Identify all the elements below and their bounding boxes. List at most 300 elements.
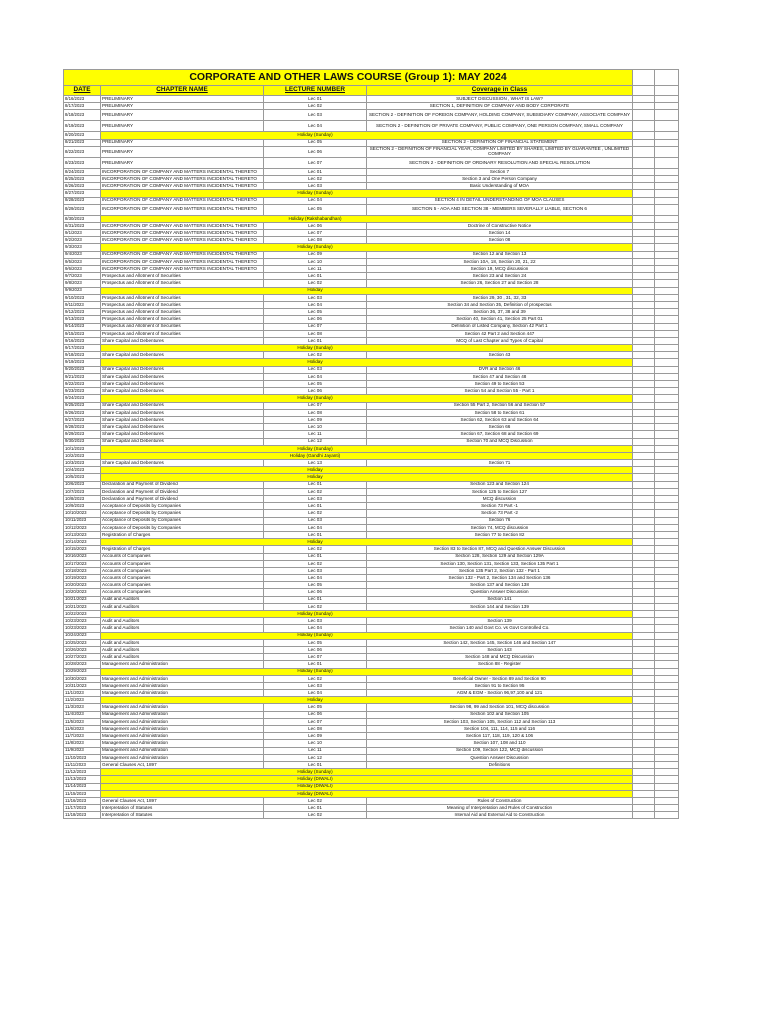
table-row bbox=[64, 682, 679, 689]
chapter-cell: INCORPORATION OF COMPANY AND MATTERS INCIDENTAL THERETO bbox=[101, 237, 264, 244]
empty-cell bbox=[655, 294, 679, 301]
empty-cell bbox=[633, 790, 655, 797]
date-cell: 8/22/2023 bbox=[64, 146, 101, 157]
empty-cell bbox=[633, 769, 655, 776]
empty-cell bbox=[633, 596, 655, 603]
coverage-cell: Section 12 and Section 13 bbox=[367, 251, 633, 258]
lecture-cell: Lec 05 bbox=[264, 139, 367, 146]
chapter-cell: Audit and Auditors bbox=[101, 646, 264, 653]
empty-cell bbox=[633, 711, 655, 718]
chapter-cell: Management and Administration bbox=[101, 661, 264, 668]
table-row bbox=[64, 373, 679, 380]
table-row bbox=[64, 352, 679, 359]
empty-cell bbox=[655, 183, 679, 190]
chapter-cell: Share Capital and Debentures bbox=[101, 366, 264, 373]
date-cell: 11/15/2023 bbox=[64, 790, 101, 797]
lecture-cell: Lec 04 bbox=[264, 301, 367, 308]
empty-cell bbox=[101, 611, 264, 618]
empty-cell bbox=[633, 488, 655, 495]
coverage-cell: Section 140 and Govt Co. vs Govt Controlled Co. bbox=[367, 625, 633, 632]
empty-cell bbox=[633, 121, 655, 132]
date-cell: 9/29/2023 bbox=[64, 431, 101, 438]
empty-cell bbox=[633, 812, 655, 819]
lecture-cell: Lec 03 bbox=[264, 517, 367, 524]
empty-cell bbox=[633, 697, 655, 704]
empty-cell bbox=[655, 388, 679, 395]
empty-cell bbox=[633, 733, 655, 740]
holiday-row bbox=[64, 769, 679, 776]
date-cell: 11/10/2023 bbox=[64, 754, 101, 761]
empty-cell bbox=[655, 301, 679, 308]
title-row bbox=[64, 70, 679, 86]
empty-cell bbox=[655, 632, 679, 639]
empty-cell bbox=[101, 244, 264, 251]
date-cell: 9/17/2023 bbox=[64, 345, 101, 352]
empty-cell bbox=[633, 611, 655, 618]
empty-cell bbox=[633, 409, 655, 416]
empty-cell bbox=[633, 330, 655, 337]
chapter-cell: Share Capital and Debentures bbox=[101, 381, 264, 388]
empty-cell bbox=[655, 682, 679, 689]
empty-cell bbox=[655, 438, 679, 445]
holiday-label: Holiday (Sunday) bbox=[264, 632, 367, 639]
empty-cell bbox=[633, 618, 655, 625]
empty-cell bbox=[633, 157, 655, 168]
empty-cell bbox=[655, 132, 679, 139]
lecture-cell: Lec 02 bbox=[264, 812, 367, 819]
lecture-cell: Lec 05 bbox=[264, 582, 367, 589]
empty-cell bbox=[633, 337, 655, 344]
empty-cell bbox=[367, 215, 633, 222]
empty-cell bbox=[367, 776, 633, 783]
chapter-cell: Management and Administration bbox=[101, 718, 264, 725]
date-cell: 10/15/2023 bbox=[64, 546, 101, 553]
lecture-cell: Lec 06 bbox=[264, 589, 367, 596]
empty-cell bbox=[633, 575, 655, 582]
lecture-cell: Lec 05 bbox=[264, 309, 367, 316]
empty-cell bbox=[655, 316, 679, 323]
chapter-cell: Audit and Auditors bbox=[101, 654, 264, 661]
empty-cell bbox=[655, 244, 679, 251]
lecture-cell: Lec 01 bbox=[264, 481, 367, 488]
date-cell: 9/2/2023 bbox=[64, 237, 101, 244]
lecture-cell: Lec 06 bbox=[264, 146, 367, 157]
coverage-cell: Section 73 Part -1 bbox=[367, 503, 633, 510]
coverage-cell: AGM & EGM - Section 96,97,100 and 121 bbox=[367, 690, 633, 697]
coverage-cell: SECTION 4 IN DETAIL UNDERSTANDING OF MOA CLAUSES bbox=[367, 197, 633, 204]
date-cell: 10/23/2023 bbox=[64, 618, 101, 625]
empty-cell bbox=[655, 704, 679, 711]
empty-cell bbox=[655, 416, 679, 423]
coverage-cell: Section 26, Section 27 and Section 28 bbox=[367, 280, 633, 287]
empty-cell bbox=[655, 761, 679, 768]
empty-cell bbox=[633, 70, 655, 86]
empty-cell bbox=[655, 460, 679, 467]
empty-cell bbox=[367, 697, 633, 704]
holiday-label: Holiday (Sunday) bbox=[264, 769, 367, 776]
chapter-cell: Management and Administration bbox=[101, 740, 264, 747]
empty-cell bbox=[633, 146, 655, 157]
chapter-cell: Share Capital and Debentures bbox=[101, 388, 264, 395]
empty-cell bbox=[655, 575, 679, 582]
lecture-cell: Lec 03 bbox=[264, 294, 367, 301]
coverage-cell: Section 76 bbox=[367, 517, 633, 524]
date-cell: 9/5/2023 bbox=[64, 258, 101, 265]
holiday-row bbox=[64, 132, 679, 139]
date-cell: 8/21/2023 bbox=[64, 139, 101, 146]
holiday-label: Holiday bbox=[264, 287, 367, 294]
lecture-cell: Lec 01 bbox=[264, 531, 367, 538]
table-row bbox=[64, 168, 679, 175]
date-cell: 10/20/2023 bbox=[64, 582, 101, 589]
lecture-cell: Lec 04 bbox=[264, 575, 367, 582]
date-cell: 10/10/2023 bbox=[64, 510, 101, 517]
empty-cell bbox=[633, 452, 655, 459]
empty-cell bbox=[633, 517, 655, 524]
table-row bbox=[64, 402, 679, 409]
chapter-cell: Accounts of Companies bbox=[101, 567, 264, 574]
lecture-cell: Lec 02 bbox=[264, 488, 367, 495]
table-row bbox=[64, 139, 679, 146]
empty-cell bbox=[655, 567, 679, 574]
table-row bbox=[64, 381, 679, 388]
holiday-label: Holiday (DIWALI) bbox=[264, 790, 367, 797]
chapter-cell: PRELIMINARY bbox=[101, 146, 264, 157]
lecture-cell: Lec 13 bbox=[264, 460, 367, 467]
holiday-row bbox=[64, 190, 679, 197]
empty-cell bbox=[633, 175, 655, 182]
empty-cell bbox=[655, 287, 679, 294]
empty-cell bbox=[367, 611, 633, 618]
empty-cell bbox=[633, 668, 655, 675]
chapter-cell: PRELIMINARY bbox=[101, 96, 264, 103]
empty-cell bbox=[655, 668, 679, 675]
chapter-cell: Share Capital and Debentures bbox=[101, 460, 264, 467]
date-cell: 8/31/2023 bbox=[64, 222, 101, 229]
lecture-cell: Lec 03 bbox=[264, 183, 367, 190]
empty-cell bbox=[633, 323, 655, 330]
empty-cell bbox=[633, 460, 655, 467]
lecture-cell: Lec 07 bbox=[264, 718, 367, 725]
coverage-cell: Rules of Construction bbox=[367, 797, 633, 804]
empty-cell bbox=[633, 287, 655, 294]
lecture-cell: Lec 11 bbox=[264, 431, 367, 438]
date-cell: 11/13/2023 bbox=[64, 776, 101, 783]
date-cell: 10/18/2023 bbox=[64, 567, 101, 574]
date-cell: 11/14/2023 bbox=[64, 783, 101, 790]
lecture-cell: Lec 07 bbox=[264, 323, 367, 330]
empty-cell bbox=[633, 86, 655, 96]
date-cell: 9/14/2023 bbox=[64, 323, 101, 330]
table-row bbox=[64, 266, 679, 273]
lecture-cell: Lec 01 bbox=[264, 761, 367, 768]
coverage-cell: Section 102 and Section 105 bbox=[367, 711, 633, 718]
lecture-cell: Lec 12 bbox=[264, 754, 367, 761]
empty-cell bbox=[633, 431, 655, 438]
coverage-cell: Question Answer Discussion bbox=[367, 589, 633, 596]
empty-cell bbox=[633, 639, 655, 646]
lecture-cell: Lec 08 bbox=[264, 330, 367, 337]
empty-cell bbox=[633, 273, 655, 280]
lecture-cell: Lec 01 bbox=[264, 96, 367, 103]
empty-cell bbox=[101, 287, 264, 294]
empty-cell bbox=[655, 237, 679, 244]
date-cell: 9/13/2023 bbox=[64, 316, 101, 323]
empty-cell bbox=[101, 190, 264, 197]
empty-cell bbox=[655, 395, 679, 402]
date-cell: 9/21/2023 bbox=[64, 373, 101, 380]
date-cell: 8/27/2023 bbox=[64, 190, 101, 197]
date-cell: 10/1/2023 bbox=[64, 445, 101, 452]
empty-cell bbox=[655, 86, 679, 96]
empty-cell bbox=[633, 139, 655, 146]
coverage-cell: DVR and Section 46 bbox=[367, 366, 633, 373]
header-row bbox=[64, 86, 679, 96]
date-cell: 10/14/2023 bbox=[64, 539, 101, 546]
empty-cell bbox=[633, 531, 655, 538]
empty-cell bbox=[655, 503, 679, 510]
header-coverage: Coverage in Class bbox=[367, 86, 633, 96]
coverage-cell: Section 77 to Section 82 bbox=[367, 531, 633, 538]
table-row bbox=[64, 251, 679, 258]
chapter-cell: Audit and Auditors bbox=[101, 639, 264, 646]
lecture-cell: Lec 04 bbox=[264, 625, 367, 632]
lecture-cell: Lec 10 bbox=[264, 740, 367, 747]
table-row bbox=[64, 388, 679, 395]
coverage-cell: Section 135 Part 2, Section 132 - Part 1 bbox=[367, 567, 633, 574]
date-cell: 8/25/2023 bbox=[64, 175, 101, 182]
table-row bbox=[64, 96, 679, 103]
date-cell: 10/7/2023 bbox=[64, 488, 101, 495]
lecture-cell: Lec 07 bbox=[264, 654, 367, 661]
chapter-cell: PRELIMINARY bbox=[101, 110, 264, 121]
empty-cell bbox=[633, 251, 655, 258]
empty-cell bbox=[655, 560, 679, 567]
chapter-cell: Declaration and Payment of Dividend bbox=[101, 488, 264, 495]
table-row bbox=[64, 496, 679, 503]
date-cell: 10/17/2023 bbox=[64, 560, 101, 567]
empty-cell bbox=[655, 139, 679, 146]
date-cell: 10/12/2023 bbox=[64, 524, 101, 531]
chapter-cell: Interpretation of Statutes bbox=[101, 805, 264, 812]
date-cell: 9/23/2023 bbox=[64, 388, 101, 395]
date-cell: 11/9/2023 bbox=[64, 747, 101, 754]
empty-cell bbox=[633, 467, 655, 474]
table-row bbox=[64, 718, 679, 725]
lecture-cell: Lec 05 bbox=[264, 639, 367, 646]
chapter-cell: Audit and Auditors bbox=[101, 603, 264, 610]
lecture-cell: Lec 04 bbox=[264, 524, 367, 531]
coverage-cell: Section 148 and MCQ Discussion bbox=[367, 654, 633, 661]
empty-cell bbox=[101, 783, 264, 790]
chapter-cell: INCORPORATION OF COMPANY AND MATTERS INCIDENTAL THERETO bbox=[101, 230, 264, 237]
coverage-cell: Section 132 - Part 2, Section 134 and Section 136 bbox=[367, 575, 633, 582]
empty-cell bbox=[633, 280, 655, 287]
lecture-cell: Lec 04 bbox=[264, 121, 367, 132]
empty-cell bbox=[633, 230, 655, 237]
chapter-cell: Prospectus and Allotment of Securities bbox=[101, 301, 264, 308]
coverage-cell: Section 109, Section 122, MCQ discussion bbox=[367, 747, 633, 754]
table-row bbox=[64, 237, 679, 244]
empty-cell bbox=[101, 452, 264, 459]
empty-cell bbox=[633, 132, 655, 139]
empty-cell bbox=[367, 539, 633, 546]
chapter-cell: Acceptance of Deposits by Companies bbox=[101, 510, 264, 517]
lecture-cell: Lec 04 bbox=[264, 690, 367, 697]
coverage-cell: Doctrine of Constructive Notice bbox=[367, 222, 633, 229]
holiday-row bbox=[64, 359, 679, 366]
chapter-cell: Accounts of Companies bbox=[101, 589, 264, 596]
empty-cell bbox=[655, 266, 679, 273]
header-chapter: CHAPTER NAME bbox=[101, 86, 264, 96]
lecture-cell: Lec 07 bbox=[264, 402, 367, 409]
empty-cell bbox=[655, 639, 679, 646]
date-cell: 10/28/2023 bbox=[64, 661, 101, 668]
table-row bbox=[64, 330, 679, 337]
schedule-sheet bbox=[63, 69, 678, 819]
date-cell: 9/19/2023 bbox=[64, 359, 101, 366]
date-cell: 10/29/2023 bbox=[64, 668, 101, 675]
coverage-cell: Section 66 bbox=[367, 424, 633, 431]
empty-cell bbox=[101, 445, 264, 452]
date-cell: 9/22/2023 bbox=[64, 381, 101, 388]
table-row bbox=[64, 273, 679, 280]
empty-cell bbox=[655, 646, 679, 653]
empty-cell bbox=[633, 481, 655, 488]
lecture-cell: Lec 10 bbox=[264, 424, 367, 431]
table-row bbox=[64, 510, 679, 517]
empty-cell bbox=[655, 345, 679, 352]
holiday-label: Holiday bbox=[264, 697, 367, 704]
date-cell: 11/16/2023 bbox=[64, 797, 101, 804]
empty-cell bbox=[655, 524, 679, 531]
empty-cell bbox=[367, 244, 633, 251]
empty-cell bbox=[655, 157, 679, 168]
empty-cell bbox=[655, 309, 679, 316]
empty-cell bbox=[101, 474, 264, 481]
date-cell: 9/18/2023 bbox=[64, 352, 101, 359]
table-row bbox=[64, 654, 679, 661]
date-cell: 9/28/2023 bbox=[64, 424, 101, 431]
chapter-cell: INCORPORATION OF COMPANY AND MATTERS INCIDENTAL THERETO bbox=[101, 258, 264, 265]
table-row bbox=[64, 146, 679, 157]
empty-cell bbox=[655, 352, 679, 359]
table-row bbox=[64, 110, 679, 121]
empty-cell bbox=[655, 381, 679, 388]
table-row bbox=[64, 431, 679, 438]
holiday-row bbox=[64, 539, 679, 546]
empty-cell bbox=[633, 754, 655, 761]
chapter-cell: PRELIMINARY bbox=[101, 103, 264, 110]
coverage-cell: Definitions bbox=[367, 761, 633, 768]
coverage-cell: Section 40, Section 41, Section 25 Part 01 bbox=[367, 316, 633, 323]
coverage-cell: SECTION 1, DEFINITION OF COMPANY AND BODY CORPORATE bbox=[367, 103, 633, 110]
table-row bbox=[64, 337, 679, 344]
holiday-row bbox=[64, 395, 679, 402]
empty-cell bbox=[633, 704, 655, 711]
chapter-cell: General Clauses Act, 1897 bbox=[101, 761, 264, 768]
empty-cell bbox=[655, 445, 679, 452]
empty-cell bbox=[655, 273, 679, 280]
coverage-cell: SUBJECT DISCUSSION , WHAT IS LAW? bbox=[367, 96, 633, 103]
date-cell: 9/26/2023 bbox=[64, 409, 101, 416]
chapter-cell: INCORPORATION OF COMPANY AND MATTERS INCIDENTAL THERETO bbox=[101, 183, 264, 190]
empty-cell bbox=[367, 769, 633, 776]
empty-cell bbox=[655, 675, 679, 682]
table-row bbox=[64, 553, 679, 560]
empty-cell bbox=[633, 632, 655, 639]
empty-cell bbox=[655, 409, 679, 416]
empty-cell bbox=[633, 445, 655, 452]
date-cell: 11/2/2023 bbox=[64, 697, 101, 704]
coverage-cell: Section 29, 30 , 31, 32, 33 bbox=[367, 294, 633, 301]
date-cell: 9/12/2023 bbox=[64, 309, 101, 316]
table-row bbox=[64, 747, 679, 754]
chapter-cell: Share Capital and Debentures bbox=[101, 352, 264, 359]
date-cell: 10/21/2023 bbox=[64, 596, 101, 603]
empty-cell bbox=[655, 812, 679, 819]
empty-cell bbox=[655, 625, 679, 632]
lecture-cell: Lec 01 bbox=[264, 661, 367, 668]
holiday-row bbox=[64, 467, 679, 474]
date-cell: 11/5/2023 bbox=[64, 718, 101, 725]
date-cell: 10/31/2023 bbox=[64, 682, 101, 689]
table-row bbox=[64, 596, 679, 603]
holiday-row bbox=[64, 697, 679, 704]
empty-cell bbox=[655, 424, 679, 431]
lecture-cell: Lec 02 bbox=[264, 560, 367, 567]
empty-cell bbox=[101, 215, 264, 222]
coverage-cell: Section 137 and Section 138 bbox=[367, 582, 633, 589]
empty-cell bbox=[655, 230, 679, 237]
empty-cell bbox=[633, 474, 655, 481]
chapter-cell: Management and Administration bbox=[101, 690, 264, 697]
lecture-cell: Lec 03 bbox=[264, 682, 367, 689]
lecture-cell: Lec 06 bbox=[264, 711, 367, 718]
empty-cell bbox=[655, 146, 679, 157]
chapter-cell: Management and Administration bbox=[101, 704, 264, 711]
chapter-cell: Accounts of Companies bbox=[101, 560, 264, 567]
empty-cell bbox=[655, 103, 679, 110]
empty-cell bbox=[655, 776, 679, 783]
table-row bbox=[64, 546, 679, 553]
chapter-cell: INCORPORATION OF COMPANY AND MATTERS INCIDENTAL THERETO bbox=[101, 204, 264, 215]
lecture-cell: Lec 10 bbox=[264, 258, 367, 265]
holiday-label: Holiday (Sunday) bbox=[264, 345, 367, 352]
date-cell: 10/30/2023 bbox=[64, 675, 101, 682]
date-cell: 8/20/2023 bbox=[64, 132, 101, 139]
empty-cell bbox=[655, 546, 679, 553]
lecture-cell: Lec 03 bbox=[264, 618, 367, 625]
empty-cell bbox=[101, 132, 264, 139]
table-row bbox=[64, 754, 679, 761]
chapter-cell: Share Capital and Debentures bbox=[101, 402, 264, 409]
empty-cell bbox=[367, 190, 633, 197]
chapter-cell: Share Capital and Debentures bbox=[101, 373, 264, 380]
empty-cell bbox=[101, 539, 264, 546]
chapter-cell: Share Capital and Debentures bbox=[101, 416, 264, 423]
coverage-cell: Section 34 and Section 35, Definition of prospectus bbox=[367, 301, 633, 308]
coverage-cell: Section 55 Part 2, Section 56 and Section 57 bbox=[367, 402, 633, 409]
date-cell: 10/16/2023 bbox=[64, 553, 101, 560]
table-row bbox=[64, 175, 679, 182]
chapter-cell: General Clauses Act, 1897 bbox=[101, 797, 264, 804]
date-cell: 11/4/2023 bbox=[64, 711, 101, 718]
chapter-cell: Interpretation of Statutes bbox=[101, 812, 264, 819]
empty-cell bbox=[655, 96, 679, 103]
chapter-cell: Audit and Auditors bbox=[101, 618, 264, 625]
chapter-cell: Prospectus and Allotment of Securities bbox=[101, 273, 264, 280]
